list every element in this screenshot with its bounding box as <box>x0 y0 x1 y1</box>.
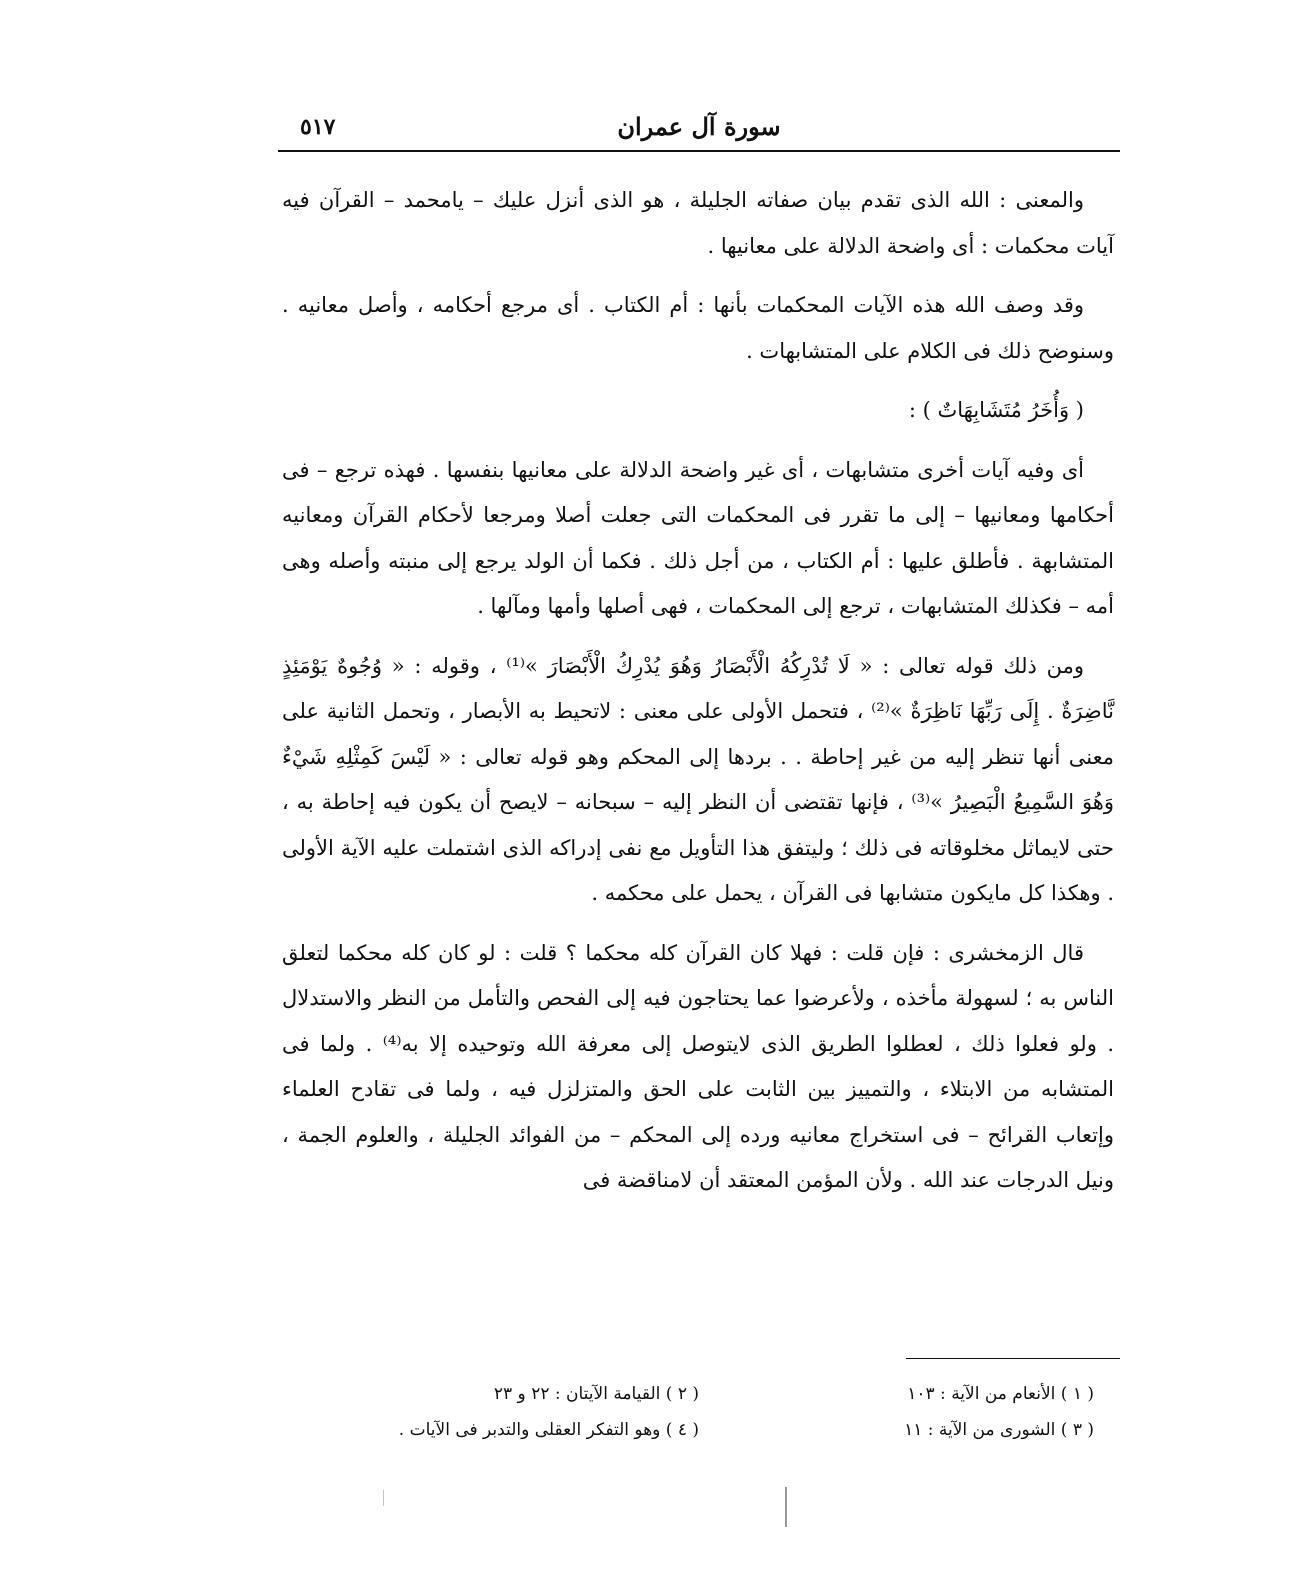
footnote: ( ٤ ) وهو التفكر العقلى والتدبر فى الآيات . <box>398 1420 699 1440</box>
page-number: ٥١٧ <box>300 114 336 140</box>
footnote: ( ٢ ) القيامة الآيتان : ٢٢ و ٢٣ <box>493 1384 699 1404</box>
footnote-divider <box>906 1358 1120 1359</box>
scan-artifact <box>383 1490 384 1506</box>
surah-title: سورة آل عمران <box>617 112 781 141</box>
paragraph: وقد وصف الله هذه الآيات المحكمات بأنها : أم الكتاب . أى مرجع أحكامه ، وأصل معانيه . وسنوضح ذلك فى الكلام على المتشابهات . <box>282 293 1114 363</box>
footnote-row <box>330 1376 1120 1412</box>
paragraph: ومن ذلك قوله تعالى : « لَا تُدْرِكُهُ الْأَبْصَارُ وَهُوَ يُدْرِكُ الْأَبْصَارَ »⁽¹⁾ ، وقوله : « وُجُوهٌ يَوْمَئِذٍ نَّاضِرَةٌ . إِلَى رَبِّهَا نَاظِرَةٌ »⁽²⁾ ، فتحمل الأولى على معنى : لاتحيط به الأبصار ، وتحمل الثانية على معنى أنها تنظر إليه من غير إحاطة . . بردها إلى المحكم وهو قوله تعالى : « لَيْسَ كَمِثْلِهِ شَيْءٌ وَهُوَ السَّمِيعُ الْبَصِيرُ »⁽³⁾ ، فإنها تقتضى أن النظر إليه – سبحانه – لايصح أن يكون فيه إحاطة به ، حتى لايماثل مخلوقاته فى ذلك ؛ وليتفق هذا التأويل مع نفى إدراكه الذى اشتملت عليه الآية الأولى . وهكذا كل مايكون متشابها فى القرآن ، يحمل على محكمه . <box>282 653 1115 905</box>
header-divider <box>278 150 1120 152</box>
footnotes <box>330 1376 1120 1448</box>
scan-artifact <box>785 1487 787 1527</box>
body-text <box>282 178 1114 1218</box>
footnote: ( ١ ) الأنعام من الآية : ١٠٣ <box>907 1384 1094 1404</box>
paragraph: أى وفيه آيات أخرى متشابهات ، أى غير واضحة الدلالة على معانيها بنفسها . فهذه ترجع – فى أحكامها ومعانيها – إلى ما تقرر فى المحكمات التى جعلت أصلا ومرجعا لأحكام القرآن ومعانيه المتشابهة . فأطلق عليها : أم الكتاب ، من أجل ذلك . فكما أن الولد يرجع إلى منبته وأصله وهى أمه – فكذلك المتشابهات ، ترجع إلى المحكمات ، فهى أصلها وأمها ومآلها . <box>282 457 1114 618</box>
footnote: ( ٣ ) الشورى من الآية : ١١ <box>904 1420 1094 1440</box>
footnote-row <box>330 1412 1120 1448</box>
paragraph: والمعنى : الله الذى تقدم بيان صفاته الجليلة ، هو الذى أنزل عليك – يامحمد – القرآن فيه آيات محكمات : أى واضحة الدلالة على معانيها . <box>282 188 1114 258</box>
verse-heading: ( وَأُخَرُ مُتَشَابِهَاتٌ ) : <box>908 398 1084 422</box>
paragraph: قال الزمخشرى : فإن قلت : فهلا كان القرآن كله محكما ؟ قلت : لو كان كله محكما لتعلق الناس به ؛ لسهولة مأخذه ، ولأعرضوا عما يحتاجون فيه إلى الفحص والتأمل من النظر والاستدلال . ولو فعلوا ذلك ، لعطلوا الطريق الذى لايتوصل إلى معرفة الله وتوحيده إلا به⁽⁴⁾ . ولما فى المتشابه من الابتلاء ، والتمييز بين الثابت على الحق والمتزلزل فيه ، ولما فى تقادح العلماء وإتعاب القرائح – فى استخراج معانيه ورده إلى المحكم – من الفوائد الجليلة ، والعلوم الجمة ، ونيل الدرجات عند الله . ولأن المؤمن المعتقد أن لامناقضة فى <box>282 940 1114 1192</box>
page-header <box>278 112 1120 152</box>
